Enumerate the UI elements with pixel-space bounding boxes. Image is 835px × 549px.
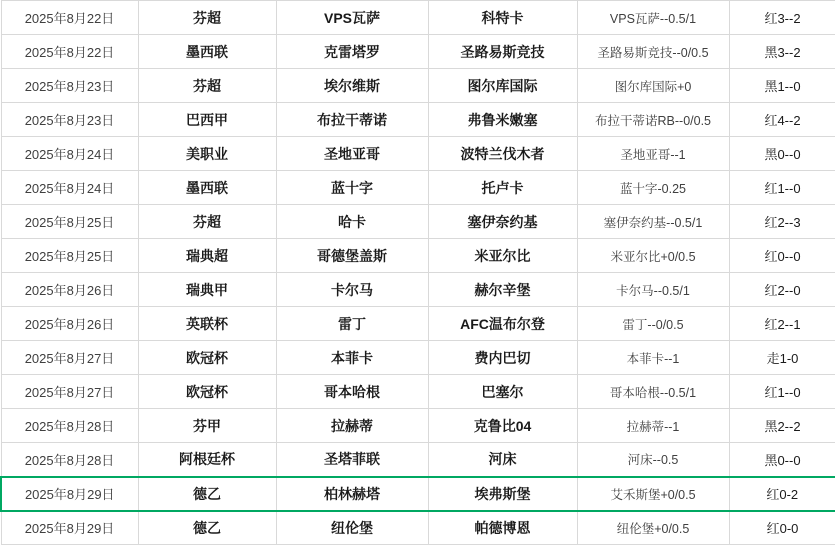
away-team-cell: 克鲁比04 — [428, 409, 577, 443]
away-team-cell: 弗鲁米嫩塞 — [428, 103, 577, 137]
match-date-cell: 2025年8月22日 — [1, 1, 138, 35]
handicap-cell: 圣路易斯竞技--0/0.5 — [577, 35, 729, 69]
match-date-cell: 2025年8月23日 — [1, 69, 138, 103]
table-row — [1, 1, 835, 35]
home-team-cell: 圣地亚哥 — [276, 137, 428, 171]
handicap-cell: VPS瓦萨--0.5/1 — [577, 1, 729, 35]
league-name-cell: 瑞典甲 — [138, 273, 276, 307]
handicap-cell: 艾禾斯堡+0/0.5 — [577, 477, 729, 511]
handicap-cell: 卡尔马--0.5/1 — [577, 273, 729, 307]
table-row — [1, 375, 835, 409]
away-team-cell: 托卢卡 — [428, 171, 577, 205]
match-date-cell: 2025年8月29日 — [1, 511, 138, 545]
home-team-cell: 克雷塔罗 — [276, 35, 428, 69]
result-cell: 黑3--2 — [729, 35, 835, 69]
away-team-cell: 科特卡 — [428, 1, 577, 35]
home-team-cell: 雷丁 — [276, 307, 428, 341]
home-team-cell: 哥德堡盖斯 — [276, 239, 428, 273]
home-team-cell: 哈卡 — [276, 205, 428, 239]
handicap-cell: 蓝十字-0.25 — [577, 171, 729, 205]
match-date-cell: 2025年8月22日 — [1, 35, 138, 69]
handicap-cell: 圣地亚哥--1 — [577, 137, 729, 171]
table-row — [1, 137, 835, 171]
match-date-cell: 2025年8月27日 — [1, 341, 138, 375]
handicap-cell: 河床--0.5 — [577, 443, 729, 477]
result-cell: 红3--2 — [729, 1, 835, 35]
handicap-cell: 拉赫蒂--1 — [577, 409, 729, 443]
home-team-cell: 哥本哈根 — [276, 375, 428, 409]
handicap-cell: 本菲卡--1 — [577, 341, 729, 375]
league-name-cell: 阿根廷杯 — [138, 443, 276, 477]
table-row — [1, 511, 835, 545]
home-team-cell: 卡尔马 — [276, 273, 428, 307]
result-cell: 黑1--0 — [729, 69, 835, 103]
result-cell: 红0-2 — [729, 477, 835, 511]
table-row — [1, 103, 835, 137]
result-cell: 黑0--0 — [729, 137, 835, 171]
home-team-cell: VPS瓦萨 — [276, 1, 428, 35]
match-date-cell: 2025年8月24日 — [1, 137, 138, 171]
result-cell: 红0-0 — [729, 511, 835, 545]
away-team-cell: 塞伊奈约基 — [428, 205, 577, 239]
table-row — [1, 443, 835, 477]
home-team-cell: 布拉干蒂诺 — [276, 103, 428, 137]
league-name-cell: 德乙 — [138, 477, 276, 511]
league-name-cell: 芬超 — [138, 205, 276, 239]
table-row — [1, 35, 835, 69]
away-team-cell: 巴塞尔 — [428, 375, 577, 409]
handicap-cell: 图尔库国际+0 — [577, 69, 729, 103]
league-name-cell: 芬超 — [138, 1, 276, 35]
handicap-cell: 哥本哈根--0.5/1 — [577, 375, 729, 409]
table-row — [1, 239, 835, 273]
result-cell: 红4--2 — [729, 103, 835, 137]
match-date-cell: 2025年8月24日 — [1, 171, 138, 205]
table-row — [1, 273, 835, 307]
result-cell: 红2--0 — [729, 273, 835, 307]
away-team-cell: 帕德博恩 — [428, 511, 577, 545]
away-team-cell: 费内巴切 — [428, 341, 577, 375]
result-cell: 红1--0 — [729, 171, 835, 205]
league-name-cell: 墨西联 — [138, 35, 276, 69]
match-date-cell: 2025年8月27日 — [1, 375, 138, 409]
handicap-cell: 雷丁--0/0.5 — [577, 307, 729, 341]
table-row — [1, 341, 835, 375]
away-team-cell: 河床 — [428, 443, 577, 477]
home-team-cell: 本菲卡 — [276, 341, 428, 375]
table-row — [1, 477, 835, 511]
home-team-cell: 圣塔菲联 — [276, 443, 428, 477]
result-cell: 走1-0 — [729, 341, 835, 375]
match-date-cell: 2025年8月28日 — [1, 443, 138, 477]
table-row — [1, 409, 835, 443]
match-date-cell: 2025年8月26日 — [1, 273, 138, 307]
handicap-cell: 塞伊奈约基--0.5/1 — [577, 205, 729, 239]
handicap-cell: 纽伦堡+0/0.5 — [577, 511, 729, 545]
match-date-cell: 2025年8月28日 — [1, 409, 138, 443]
result-cell: 红2--3 — [729, 205, 835, 239]
away-team-cell: 埃弗斯堡 — [428, 477, 577, 511]
league-name-cell: 芬超 — [138, 69, 276, 103]
league-name-cell: 英联杯 — [138, 307, 276, 341]
table-row — [1, 69, 835, 103]
league-name-cell: 墨西联 — [138, 171, 276, 205]
match-date-cell: 2025年8月23日 — [1, 103, 138, 137]
home-team-cell: 蓝十字 — [276, 171, 428, 205]
table-row — [1, 307, 835, 341]
result-cell: 黑2--2 — [729, 409, 835, 443]
table-row — [1, 171, 835, 205]
away-team-cell: AFC温布尔登 — [428, 307, 577, 341]
away-team-cell: 米亚尔比 — [428, 239, 577, 273]
handicap-cell: 米亚尔比+0/0.5 — [577, 239, 729, 273]
home-team-cell: 拉赫蒂 — [276, 409, 428, 443]
league-name-cell: 瑞典超 — [138, 239, 276, 273]
match-date-cell: 2025年8月25日 — [1, 239, 138, 273]
away-team-cell: 赫尔辛堡 — [428, 273, 577, 307]
handicap-cell: 布拉干蒂诺RB--0/0.5 — [577, 103, 729, 137]
league-name-cell: 巴西甲 — [138, 103, 276, 137]
result-cell: 红2--1 — [729, 307, 835, 341]
away-team-cell: 波特兰伐木者 — [428, 137, 577, 171]
away-team-cell: 图尔库国际 — [428, 69, 577, 103]
match-date-cell: 2025年8月25日 — [1, 205, 138, 239]
league-name-cell: 德乙 — [138, 511, 276, 545]
match-date-cell: 2025年8月26日 — [1, 307, 138, 341]
home-team-cell: 柏林赫塔 — [276, 477, 428, 511]
home-team-cell: 纽伦堡 — [276, 511, 428, 545]
league-name-cell: 美职业 — [138, 137, 276, 171]
league-name-cell: 欧冠杯 — [138, 375, 276, 409]
result-cell: 红1--0 — [729, 375, 835, 409]
result-cell: 红0--0 — [729, 239, 835, 273]
away-team-cell: 圣路易斯竞技 — [428, 35, 577, 69]
match-date-cell: 2025年8月29日 — [1, 477, 138, 511]
table-body — [1, 1, 835, 545]
league-name-cell: 芬甲 — [138, 409, 276, 443]
home-team-cell: 埃尔维斯 — [276, 69, 428, 103]
table-row — [1, 205, 835, 239]
result-cell: 黑0--0 — [729, 443, 835, 477]
league-name-cell: 欧冠杯 — [138, 341, 276, 375]
